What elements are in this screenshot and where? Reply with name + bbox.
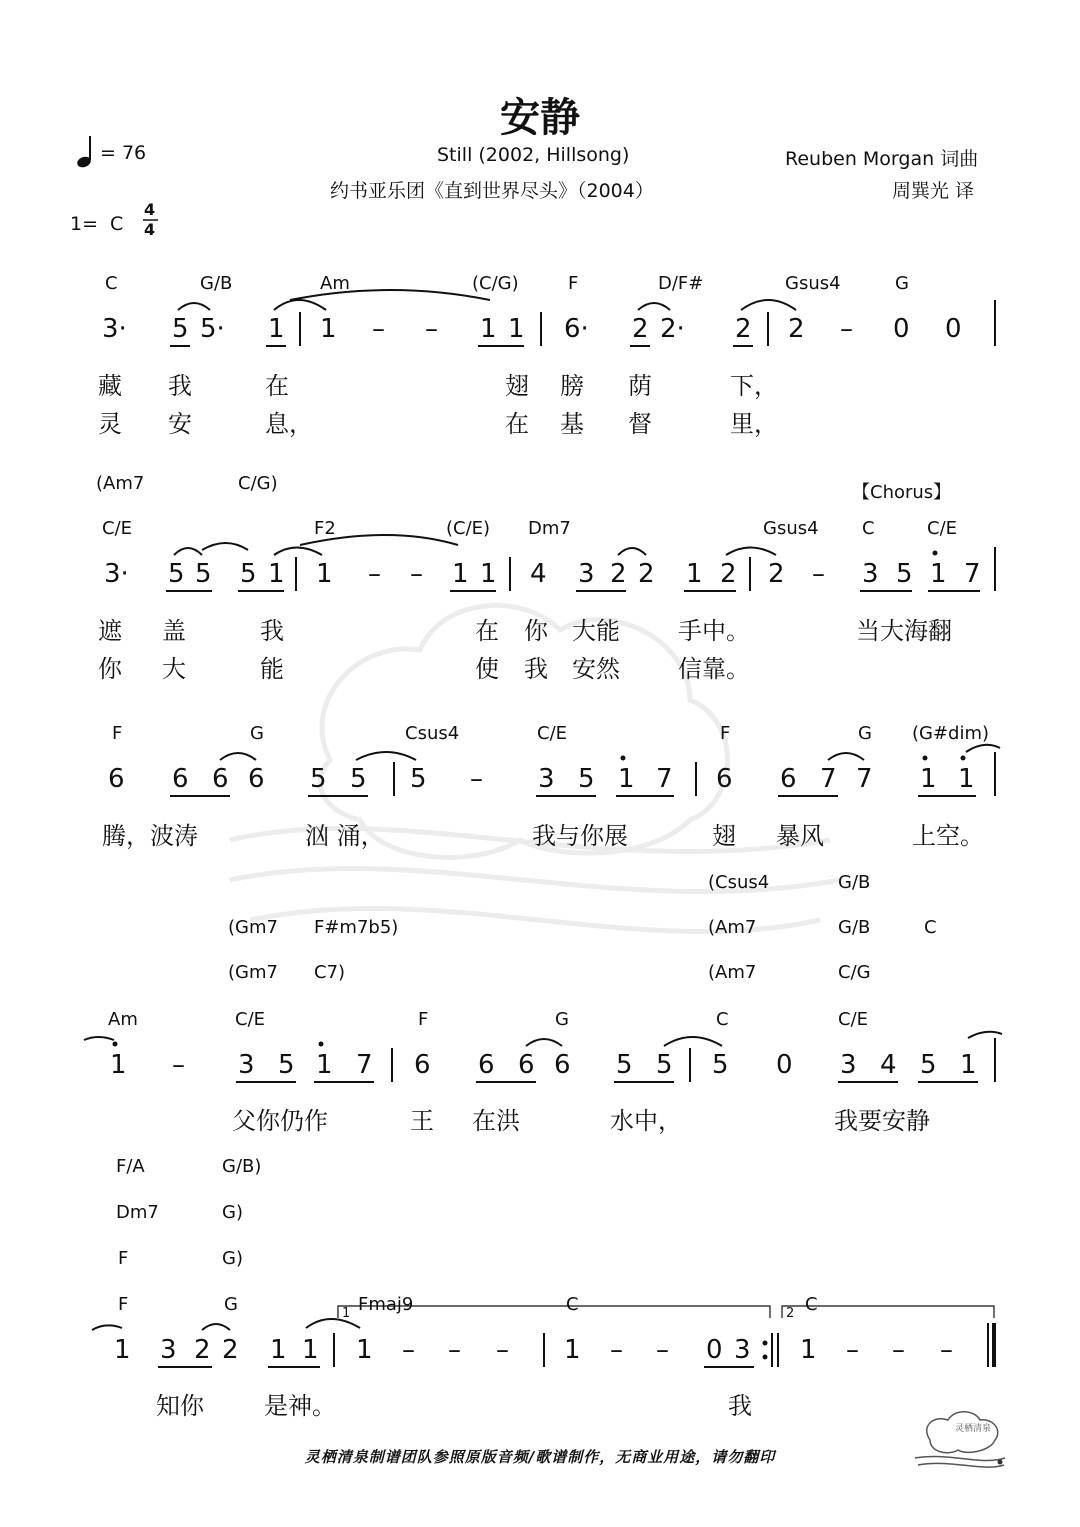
note: 3· [102,314,127,344]
note: 5 [616,1050,633,1080]
lyric: 手中。 [678,617,750,645]
note: 2 [788,314,805,344]
note: 7 [856,764,873,794]
lyric: 王 [410,1107,434,1135]
note: 1 [480,559,497,589]
note: 2· [660,314,685,344]
note: 4 [880,1050,897,1080]
chord-symbol: C [924,917,937,938]
chord-symbol: C/G [838,962,871,983]
note: 3 [862,559,879,589]
chord-symbol: G [858,723,872,744]
note: 3 [578,559,595,589]
note: 2 [610,559,627,589]
lyric: 在 [475,617,499,645]
note: 3 [160,1335,177,1365]
chord-symbol: (Gm7 [228,962,278,983]
chord-symbol: (Gm7 [228,917,278,938]
note: 7 [820,764,837,794]
chord-symbol: F2 [314,518,336,539]
note: – [402,1335,415,1365]
chord-symbol: Am [320,273,350,294]
chord-symbol: Gsus4 [763,518,819,539]
chord-symbol: (G#dim) [912,723,990,744]
lyric: 安然 [572,655,620,683]
lyric: 我 [524,655,548,683]
note: 3 [840,1050,857,1080]
note: 4 [530,559,547,589]
song-title: 安静 [500,95,580,141]
album: 约书亚乐团《直到世界尽头》（2004） [330,180,654,202]
note: 6 [554,1050,571,1080]
note: 1 [686,559,703,589]
chord-symbol: G [555,1009,569,1030]
note: 6 [248,764,265,794]
lyric: 盖 [162,617,186,645]
note: 7 [356,1050,373,1080]
note: – [172,1050,185,1080]
chord-symbol: C [862,518,875,539]
note: 1 [508,314,525,344]
lyric: 知你 [156,1392,204,1420]
note: 2 [638,559,655,589]
note: – [470,764,483,794]
note: 1 [110,1050,127,1080]
chord-symbol: Fmaj9 [358,1294,414,1315]
note: 2 [735,314,752,344]
note: 2 [768,559,785,589]
lyric: 信靠。 [678,655,750,683]
note: 2 [720,559,737,589]
chord-symbol: F [112,723,123,744]
note: 6 [108,764,125,794]
chord-symbol: (C/G) [472,273,519,294]
note: 1 [930,559,947,589]
note: 5 [656,1050,673,1080]
chord-symbol: G [224,1294,238,1315]
tempo: = 76 [100,142,147,164]
note: 6 [172,764,189,794]
note: 0 [945,314,962,344]
lyric: 是神。 [264,1392,336,1420]
note: 1 [564,1335,581,1365]
note: – [840,314,853,344]
chord-symbol: (Am7 [96,473,145,494]
chord-symbol: Gsus4 [785,273,841,294]
volta-2-label: 2 [786,1306,795,1321]
note: 6 [478,1050,495,1080]
chord-symbol: (Am7 [708,962,757,983]
note: 5 [195,559,212,589]
lyric: 大 [162,655,186,683]
note: 0 [776,1050,793,1080]
note: 3 [734,1335,751,1365]
note: 5· [200,314,225,344]
lyric: 能 [260,655,284,683]
lyric: 在 [265,372,289,400]
note: 3 [238,1050,255,1080]
chord-symbol: D/F# [658,273,704,294]
note: 1 [480,314,497,344]
note: – [940,1335,953,1365]
lyric: 我 [728,1392,752,1420]
note: 5 [712,1050,729,1080]
note: – [372,314,385,344]
note: 6· [564,314,589,344]
lyric: 你 [524,617,548,645]
chord-symbol: G/B [838,917,871,938]
note: 6 [212,764,229,794]
chord-symbol: C/E [537,723,568,744]
lyric: 里， [730,410,778,438]
note: 6 [780,764,797,794]
note: 5 [240,559,257,589]
chord-symbol: G [895,273,909,294]
note: 6 [716,764,733,794]
note: 1 [268,314,285,344]
note: – [496,1335,509,1365]
lyric: 督 [628,410,652,438]
note: 1 [114,1335,131,1365]
note: 0 [706,1335,723,1365]
chord-symbol: F [118,1294,129,1315]
note: 5 [896,559,913,589]
note: 0 [893,314,910,344]
brand-logo-text: 灵栖清泉 [955,1424,992,1434]
note: – [425,314,438,344]
translator: 周巽光 译 [892,180,975,202]
lyric: 我与你展 [532,822,628,850]
lyric: 上空。 [912,822,984,850]
note: – [892,1335,905,1365]
note: 5 [278,1050,295,1080]
note: – [448,1335,461,1365]
note: 1 [920,764,937,794]
lyric: 暴风 [776,822,824,850]
time-signature-bottom: 4 [144,220,156,239]
chord-symbol: G [250,723,264,744]
chord-symbol: Dm7 [116,1202,159,1223]
note: 5 [578,764,595,794]
key-signature: 1= [70,213,99,235]
lyric: 我 [168,372,192,400]
lyric: 水中， [610,1107,682,1135]
lyric: 翅 [712,822,736,850]
chord-symbol: C7) [314,962,346,983]
chord-symbol: C [566,1294,579,1315]
note: 1 [270,1335,287,1365]
time-signature-top: 4 [144,200,156,219]
note: 1 [268,559,285,589]
footer-note: 灵栖清泉制谱团队参照原版音频/歌谱制作，无商业用途，请勿翻印 [304,1448,776,1466]
note: 5 [310,764,327,794]
chord-symbol: C [716,1009,729,1030]
chord-symbol: G/B [200,273,233,294]
note: 5 [410,764,427,794]
lyric: 我要安静 [834,1107,930,1135]
note: 2 [632,314,649,344]
chord-symbol: (Csus4 [708,872,770,893]
note: 1 [618,764,635,794]
lyric: 膀 [560,372,584,400]
chord-symbol: C [805,1294,818,1315]
note: – [368,559,381,589]
note: 5 [350,764,367,794]
lyric: 当大海翻 [856,617,952,645]
chord-symbol: (Am7 [708,917,757,938]
note: 1 [958,764,975,794]
chord-symbol: F [418,1009,429,1030]
lyric: 安 [168,410,192,438]
note: – [410,559,423,589]
lyric: 使 [475,655,499,683]
lyric: 藏 [98,372,122,400]
note: 5 [920,1050,937,1080]
note: 6 [518,1050,535,1080]
lyric: 汹 涌， [305,822,385,850]
chord-symbol: C [105,273,118,294]
note: 3 [538,764,555,794]
note: 1 [960,1050,977,1080]
chord-symbol: Am [108,1009,138,1030]
lyric: 下， [730,372,778,400]
note: 7 [964,559,981,589]
note: 1 [320,314,337,344]
chord-symbol: C/E [838,1009,869,1030]
lyric: 在洪 [472,1107,520,1135]
note: 2 [222,1335,239,1365]
chord-symbol: F [720,723,731,744]
lyric: 我 [260,617,284,645]
composer: Reuben Morgan 词曲 [785,148,979,170]
note: 7 [656,764,673,794]
chord-symbol: C/E [102,518,133,539]
chord-symbol: C/G) [238,473,278,494]
note: 1 [302,1335,319,1365]
chord-symbol: Csus4 [405,723,460,744]
chord-symbol: F/A [116,1156,145,1177]
lyric: 基 [560,410,584,438]
lyric: 你 [98,655,122,683]
note: 2 [194,1335,211,1365]
lyric: 荫 [628,372,652,400]
chord-symbol: G) [222,1248,243,1269]
note: 1 [452,559,469,589]
lyric: 灵 [98,410,122,438]
note: 1 [316,1050,333,1080]
note: 6 [414,1050,431,1080]
note: 5 [168,559,185,589]
note: 1 [316,559,333,589]
note: – [656,1335,669,1365]
lyric: 息， [265,410,313,438]
note: 3· [104,559,129,589]
note: 1 [800,1335,817,1365]
chord-symbol: F [118,1248,129,1269]
chord-symbol: G/B) [222,1156,262,1177]
chord-symbol: Dm7 [528,518,571,539]
chord-symbol: F [568,273,579,294]
chord-symbol: C/E [927,518,958,539]
chord-symbol: G) [222,1202,243,1223]
chord-symbol: F#m7b5) [314,917,399,938]
subtitle: Still (2002, Hillsong) [437,144,630,166]
note: – [610,1335,623,1365]
lyric: 大能 [572,617,620,645]
key-note: C [110,213,124,235]
note: – [846,1335,859,1365]
volta-1-label: 1 [342,1306,351,1321]
chord-symbol: (C/E) [446,518,491,539]
chord-symbol: G/B [838,872,871,893]
lyric: 翅 [505,372,529,400]
note: 5 [172,314,189,344]
lyric: 腾，波涛 [102,822,198,850]
note: – [812,559,825,589]
lyric: 在 [505,410,529,438]
lyric: 父你仍作 [232,1107,328,1135]
lyric: 遮 [98,617,122,645]
note: 1 [356,1335,373,1365]
chord-symbol: 【Chorus】 [852,482,952,503]
chord-symbol: C/E [235,1009,266,1030]
